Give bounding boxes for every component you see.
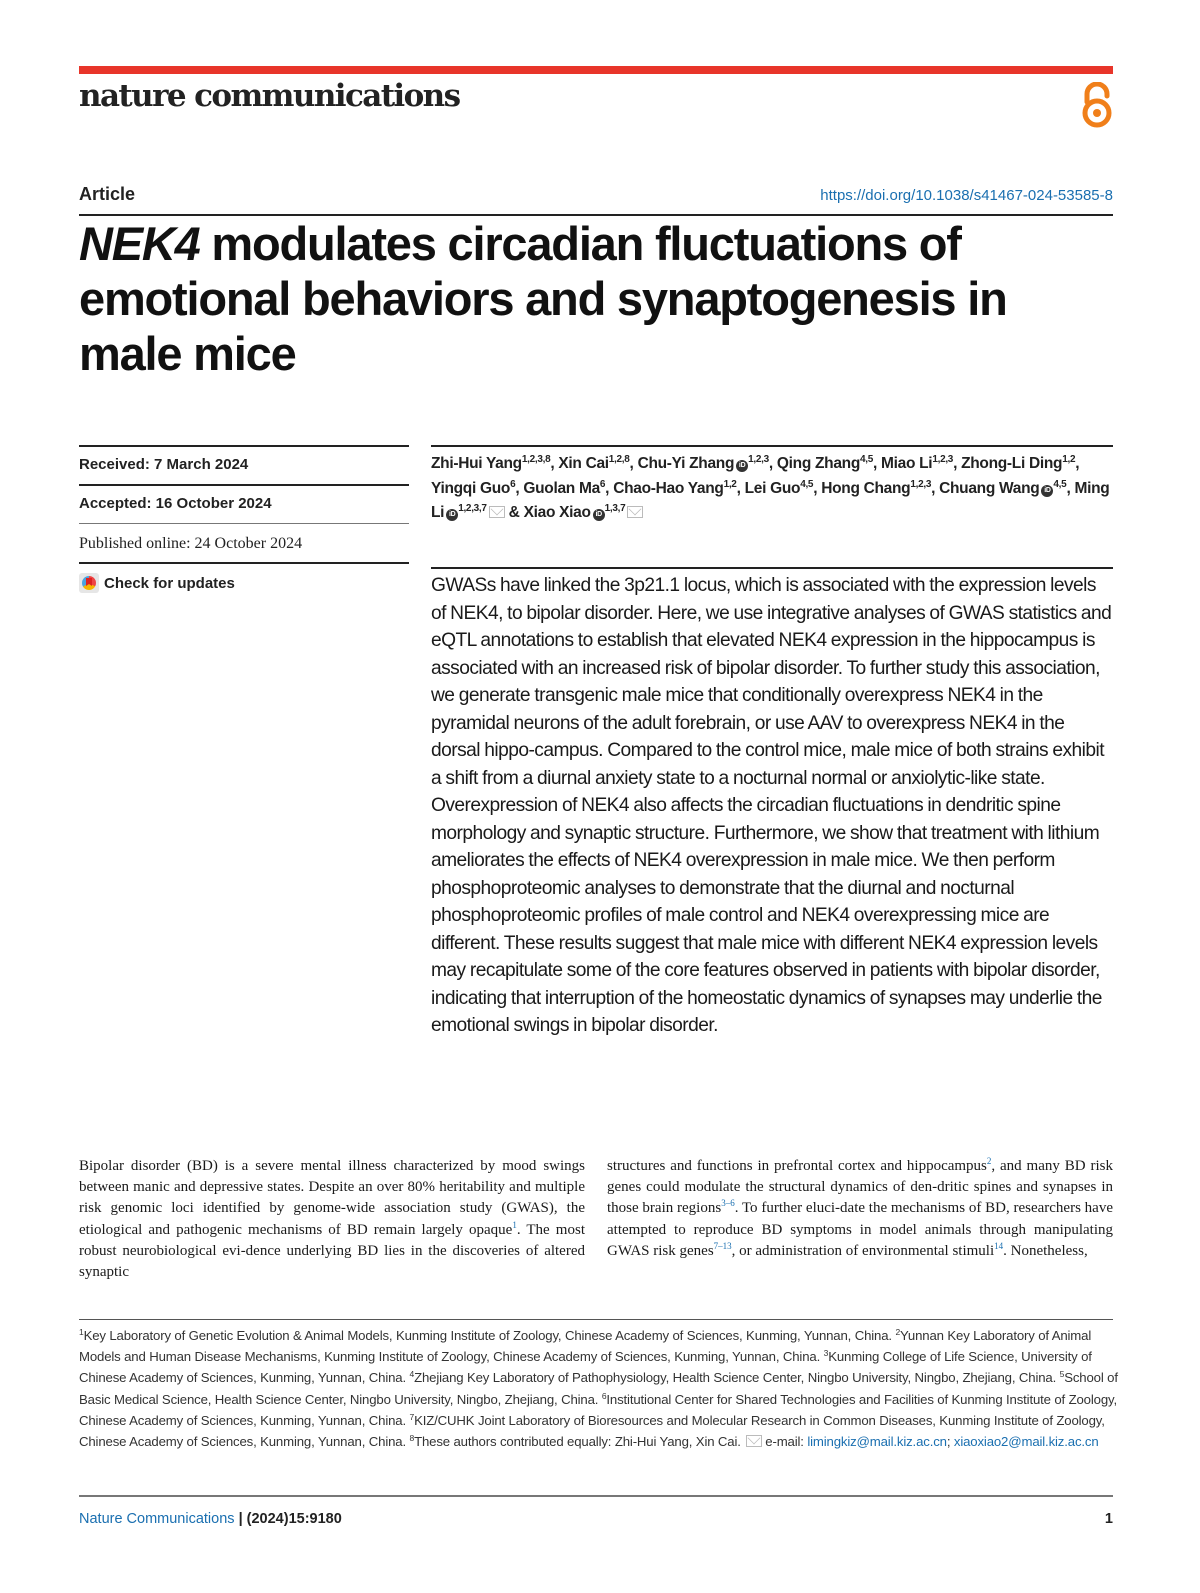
affiliation-text: Zhejiang Key Laboratory of Pathophysiology, Health Science Center, Ningbo University, Ningbo, Zhejiang, China.: [414, 1370, 1060, 1386]
author[interactable]: [777, 455, 873, 472]
author-name: Chao-Hao Yang: [613, 479, 724, 497]
title-gene: NEK4: [79, 217, 200, 270]
page-number: 1: [1104, 1511, 1113, 1527]
author[interactable]: [558, 455, 629, 472]
divider: [79, 1319, 1113, 1320]
author-affiliation-marks: 4,5: [860, 454, 874, 465]
author-name: Ming Li: [431, 479, 1110, 521]
orcid-icon[interactable]: iD: [736, 460, 748, 472]
affiliation-text: Kunming College of Life Science, University of Chinese Academy of Sciences, Kunming, Yunnan, China.: [79, 1349, 1092, 1386]
intro-paragraph: structures and functions in prefrontal cortex and hippocampus$^2$, and many BD risk genes could modulate the structural dynamics of den-dritic spines and synapses in those brain regions$^{3-6}$. To further eluci-date the mechanisms of BD, researchers have attempted to reproduce BD symptoms in model animals through manipulating GWAS risk genes$^{7-13}$, or administration of environmental stimuli$^{14}$. Nonetheless,: [607, 1156, 1113, 1259]
footer-journal-link[interactable]: Nature Communications: [79, 1511, 235, 1527]
author-name: Chuang Wang: [939, 479, 1040, 497]
email-link[interactable]: limingkiz@mail.kiz.ac.cn: [807, 1434, 947, 1450]
author[interactable]: [745, 480, 814, 497]
abstract: [431, 572, 1115, 1040]
received-date: Received: 7 March 2024: [79, 456, 249, 473]
author-name: Xiao Xiao: [523, 504, 591, 521]
reference-link[interactable]: 2: [986, 1156, 992, 1166]
email-icon[interactable]: [627, 506, 643, 518]
published-date: Published online: 24 October 2024: [79, 535, 303, 552]
author-affiliation-marks: 6: [510, 478, 516, 490]
author[interactable]: [939, 480, 1066, 497]
divider: [79, 445, 409, 447]
author-affiliation-marks: 1,2: [723, 478, 737, 490]
author[interactable]: [431, 480, 515, 497]
author-affiliation-marks: 1,2,3: [932, 454, 954, 465]
author[interactable]: [523, 480, 605, 497]
author-name: Qing Zhang: [776, 455, 860, 472]
reference-link[interactable]: 3–6: [721, 1198, 735, 1209]
author-affiliation-marks: 1,2,8: [608, 454, 630, 465]
author[interactable]: [638, 455, 769, 472]
check-for-updates-button[interactable]: [79, 573, 235, 593]
intro-paragraph: Bipolar disorder (BD) is a severe mental illness characterized by mood swings between manic and depressive states. Despite an over 80% heritability and multiple risk genomic loci identified by genome-wide association study (GWAS), the etiological and pathogenic mechanisms of BD remain largely opaque$^1$. The most robust neurobiological evi-dence underlying BD lies in the discoveries of altered synaptic: [79, 1158, 585, 1281]
reference-link[interactable]: 7–13: [713, 1240, 732, 1251]
author-affiliation-marks: 1,2,3,7: [458, 503, 487, 514]
article-type: Article: [79, 184, 136, 204]
doi-link[interactable]: https://doi.org/10.1038/s41467-024-53585-8: [820, 187, 1113, 204]
brand-bar: [79, 66, 1113, 74]
orcid-icon[interactable]: iD: [593, 509, 605, 521]
affiliation-number: 2: [895, 1327, 901, 1337]
affiliation-number: 6: [601, 1390, 607, 1401]
author-affiliation-marks: 1,2: [1062, 454, 1076, 465]
divider: [79, 1495, 1113, 1497]
author-name: Zhi-Hui Yang: [431, 455, 522, 472]
author-name: Hong Chang: [821, 479, 911, 497]
affiliation-number: 1: [79, 1327, 84, 1337]
orcid-icon[interactable]: iD: [446, 509, 458, 521]
author-affiliation-marks: 4,5: [800, 478, 814, 490]
author[interactable]: [961, 455, 1075, 472]
author[interactable]: [881, 455, 953, 472]
author-name: Miao Li: [881, 455, 933, 472]
author-name: Lei Guo: [744, 479, 801, 497]
author-affiliation-marks: 1,3,7: [604, 503, 626, 514]
divider: [79, 523, 409, 524]
author-affiliation-marks: 1,2,3: [910, 478, 932, 490]
author-affiliation-marks: 1,2,3,8: [521, 454, 551, 465]
author-name: Zhong-Li Ding: [961, 455, 1063, 472]
reference-link[interactable]: 14: [994, 1240, 1004, 1251]
email-icon[interactable]: [489, 506, 505, 518]
author-name: Chu-Yi Zhang: [637, 455, 735, 472]
affiliation-text: KIZ/CUHK Joint Laboratory of Bioresources and Molecular Research in Common Diseases, Kunming Institute of Zoology, Chinese Academy of Sciences, Kunming, Yunnan, China.: [79, 1412, 1105, 1450]
affiliation-number: 5: [1059, 1369, 1065, 1380]
author-affiliation-marks: 1,2,3: [748, 454, 769, 465]
email-link[interactable]: xiaoxiao2@mail.kiz.ac.cn: [953, 1434, 1099, 1450]
footer-volume: | (2024)15:9180: [234, 1511, 342, 1527]
email-icon: [746, 1435, 762, 1447]
affiliation-text: Key Laboratory of Genetic Evolution & Animal Models, Kunming Institute of Zoology, Chinese Academy of Sciences, Kunming, Yunnan, China.: [83, 1328, 896, 1343]
divider: [431, 445, 1113, 447]
email-label: e-mail:: [765, 1434, 808, 1450]
crossmark-icon: [79, 573, 99, 593]
orcid-icon[interactable]: iD: [1041, 485, 1053, 497]
divider: [431, 567, 1113, 569]
divider: [79, 484, 409, 486]
author[interactable]: [431, 455, 550, 472]
author-list: Zhi-Hui Yang$^{1,2,3,8}$, Xin Cai$^{1,2,8}$, Chu-Yi Zhang iD$^{1,2,3}$, Qing Zhang$^{4,5}$, Miao Li$^{1,2,3}$, Zhong-Li Ding$^{1,2}$, Yingqi Guo$^6$, Guolan Ma$^6$, Chao-Hao Yang$^{1,2}$, Lei Guo$^{4,5}$, Hong Chang$^{1,2,3}$, Chuang Wang iD$^{4,5}$, Ming Li iD$^{1,2,3,7}$ & Xiao Xiao iD$^{1,3,7}$: [431, 454, 1110, 521]
intro-column-right: [607, 1156, 1113, 1262]
author[interactable]: [613, 480, 736, 497]
intro-column-left: [79, 1156, 585, 1283]
author[interactable]: [524, 504, 644, 521]
author-name: Yingqi Guo: [431, 479, 511, 497]
affiliation-number: 8: [409, 1433, 415, 1444]
author-name: Guolan Ma: [523, 479, 600, 497]
affiliation-number: 3: [823, 1348, 829, 1359]
divider: [79, 562, 409, 564]
open-access-lock-icon: [1080, 82, 1114, 128]
affiliation-text: Yunnan Key Laboratory of Animal Models and Human Disease Mechanisms, Kunming Institute of Zoology, Chinese Academy of Sciences, Kunming, Yunnan, China.: [79, 1328, 1092, 1365]
footer-citation: [79, 1511, 342, 1527]
affiliations: $^1$Key Laboratory of Genetic Evolution & Animal Models, Kunming Institute of Zoology, Chinese Academy of Sciences, Kunming, Yunnan, China. $^2$Yunnan Key Laboratory of Animal Models and Human Disease Mechanisms, Kunming Institute of Zoology, Chinese Academy of Sciences, Kunming, Yunnan, China. $^3$Kunming College of Life Science, University of Chinese Academy of Sciences, Kunming, Yunnan, China. $^4$Zhejiang Key Laboratory of Pathophysiology, Health Science Center, Ningbo University, Ningbo, Zhejiang, China. $^5$School of Basic Medical Science, Health Science Center, Ningbo University, Ningbo, Zhejiang, China. $^6$Institutional Center for Shared Technologies and Facilities of Kunming Institute of Zoology, Chinese Academy of Sciences, Kunming, Yunnan, China. $^7$KIZ/CUHK Joint Laboratory of Bioresources and Molecular Research in Common Diseases, Kunming Institute of Zoology, Chinese Academy of Sciences, Kunming, Yunnan, China. $^8$These authors contributed equally: Zhi-Hui Yang, Xin Cai. e-mail: limingkiz@mail.kiz.ac.cn; xiaoxiao2@mail.kiz.ac.cn: [79, 1327, 1118, 1450]
abstract-text: GWASs have linked the 3p21.1 locus, which is associated with the expression levels of NEK4, to bipolar disorder. Here, we use integrative analyses of GWAS statistics and eQTL annotations to establish that elevated NEK4 expression in the hippocampus is associated with an increased risk of bipolar disorder. To further study this association, we generate transgenic male mice that conditionally overexpress NEK4 in the pyramidal neurons of the adult forebrain, or use AAV to overexpress NEK4 in the dorsal hippo-campus. Compared to the control mice, male mice of both strains exhibit a shift from a diurnal anxiety state to a nocturnal normal or anxiolytic-like state. Overexpression of NEK4 also affects the circadian fluctuations in dendritic spine morphology and synaptic structure. Furthermore, we show that treatment with lithium ameliorates the effects of NEK4 overexpression in male mice. We then perform phosphoproteomic analyses to demonstrate that the diurnal and nocturnal phosphoproteomic profiles of male control and NEK4 overexpressing mice are different. These results suggest that male mice with different NEK4 expression levels may recapitulate some of the core features observed in patients with bipolar disorder, indicating that interruption of the homeostatic dynamics of synapses may underlie the emotional swings in bipolar disorder.: [431, 575, 1112, 1036]
affiliation-text: School of Basic Medical Science, Health Science Center, Ningbo University, Ningbo, Zhejiang, China.: [79, 1370, 1118, 1407]
affiliation-number: 4: [409, 1369, 415, 1380]
accepted-date: Accepted: 16 October 2024: [79, 495, 272, 512]
author-affiliation-marks: 4,5: [1053, 478, 1067, 490]
journal-logo: nature communications: [79, 78, 460, 114]
author-affiliation-marks: 6: [599, 478, 606, 490]
author[interactable]: [821, 480, 931, 497]
check-for-updates-label: Check for updates: [104, 574, 235, 592]
article-title: [79, 216, 1119, 381]
affiliation-text: Institutional Center for Shared Technologies and Facilities of Kunming Institute of Zoology, Chinese Academy of Sciences, Kunming, Yunnan, China.: [79, 1391, 1117, 1428]
author-name: Xin Cai: [558, 455, 609, 472]
title-text: modulates circadian fluctuations of emotional behaviors and synaptogenesis in male mice: [79, 217, 1007, 380]
affiliation-number: 7: [409, 1411, 415, 1422]
reference-link[interactable]: 1: [512, 1219, 517, 1230]
affiliation-text: These authors contributed equally: Zhi-Hui Yang, Xin Cai.: [414, 1434, 745, 1450]
